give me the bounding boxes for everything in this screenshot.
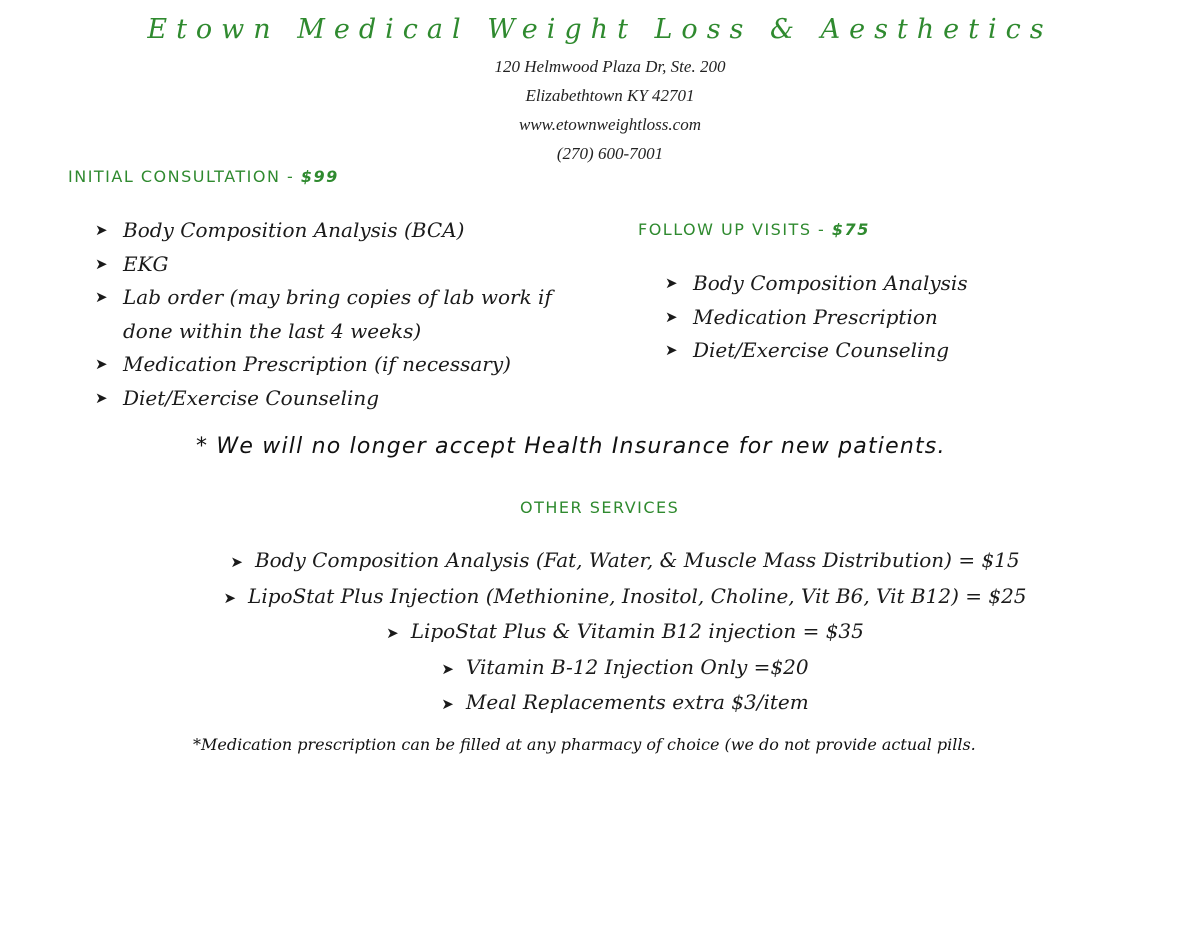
website-link[interactable]: www.etownweightloss.com: [519, 115, 701, 134]
arrow-bullet-icon: ➤: [223, 588, 237, 607]
initial-consultation-list: [93, 214, 583, 415]
list-item: ➤ Body Composition Analysis (Fat, Water, & Muscle Mass Distribution) = $15: [230, 548, 1020, 572]
phone-number[interactable]: (270) 600-7001: [556, 144, 664, 163]
arrow-bullet-icon: ➤: [95, 254, 108, 273]
follow-up-heading: [638, 220, 870, 239]
list-item: ➤ Lab order (may bring copies of lab work if done within the last 4 weeks): [93, 281, 583, 348]
list-item: ➤ Diet/Exercise Counseling: [93, 382, 583, 416]
medication-footnote: *Medication prescription can be filled at any pharmacy of choice (we do not provide actual pills.: [193, 735, 976, 754]
arrow-bullet-icon: ➤: [665, 341, 678, 359]
arrow-bullet-icon: ➤: [386, 624, 399, 642]
follow-up-label: FOLLOW UP VISITS -: [638, 220, 832, 239]
initial-consultation-heading: [68, 167, 339, 186]
arrow-bullet-icon: ➤: [95, 388, 108, 407]
other-services-heading: OTHER SERVICES: [520, 498, 680, 517]
list-item: ➤ Body Composition Analysis (BCA): [93, 214, 583, 248]
list-item: ➤ Vitamin B-12 Injection Only =$20: [441, 654, 809, 679]
address-line-2: Elizabethtown KY 42701: [525, 86, 695, 105]
list-item: ➤ LipoStat Plus & Vitamin B12 injection = $35: [386, 619, 864, 643]
list-item: ➤ Body Composition Analysis: [663, 267, 1103, 301]
initial-consultation-price: $99: [300, 167, 339, 186]
insurance-notice: * We will no longer accept Health Insurance for new patients.: [196, 434, 946, 459]
business-title: Etown Medical Weight Loss & Aesthetics: [147, 14, 1053, 45]
list-item: ➤ Meal Replacements extra $3/item: [441, 690, 809, 714]
list-item: ➤ EKG: [93, 248, 583, 282]
arrow-bullet-icon: ➤: [441, 695, 454, 713]
address-line-1: 120 Helmwood Plaza Dr, Ste. 200: [494, 57, 726, 76]
arrow-bullet-icon: ➤: [665, 274, 678, 292]
arrow-bullet-icon: ➤: [665, 307, 678, 326]
list-item: ➤ Medication Prescription: [663, 301, 1103, 335]
list-item: ➤ Medication Prescription (if necessary): [93, 348, 583, 382]
contact-block: [0, 52, 1200, 168]
list-item: ➤ LipoStat Plus Injection (Methionine, Inositol, Choline, Vit B6, Vit B12) = $25: [223, 583, 1027, 608]
follow-up-price: $75: [831, 220, 870, 239]
arrow-bullet-icon: ➤: [441, 659, 454, 678]
arrow-bullet-icon: ➤: [95, 288, 108, 306]
list-item: ➤ Diet/Exercise Counseling: [663, 334, 1103, 368]
initial-consultation-label: INITIAL CONSULTATION -: [68, 167, 301, 186]
arrow-bullet-icon: ➤: [95, 355, 108, 373]
other-services-list: [0, 544, 1200, 722]
arrow-bullet-icon: ➤: [230, 553, 243, 571]
arrow-bullet-icon: ➤: [95, 221, 108, 239]
follow-up-list: [663, 267, 1103, 368]
